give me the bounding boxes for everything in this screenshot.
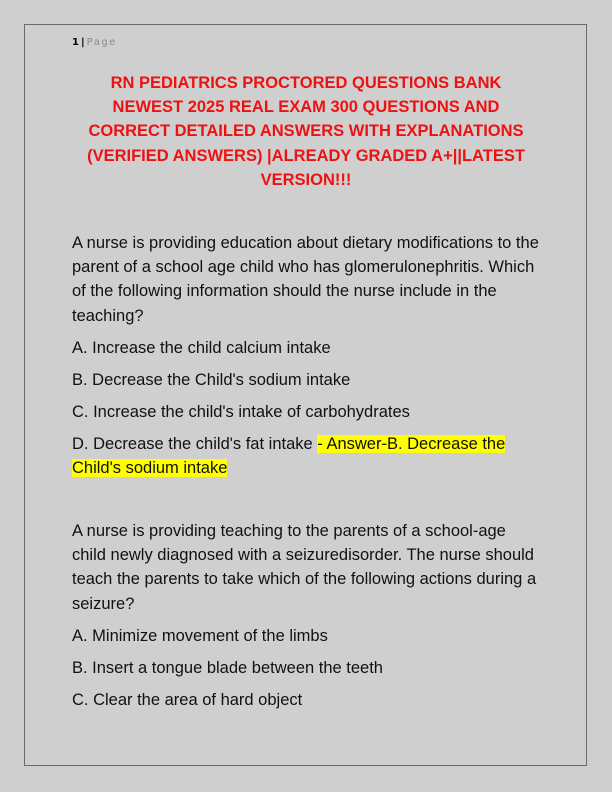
question-2 xyxy=(72,519,542,712)
question-1 xyxy=(72,231,542,480)
page-number-header xyxy=(72,37,117,48)
option-d: D. Decrease the child's fat intake xyxy=(72,434,313,453)
option-a: A. Increase the child calcium intake xyxy=(72,338,331,357)
option-d-with-answer xyxy=(72,432,542,480)
option-b: B. Decrease the Child's sodium intake xyxy=(72,370,351,389)
option-a: A. Minimize movement of the limbs xyxy=(72,626,328,645)
option-c: C. Increase the child's intake of carbohydrates xyxy=(72,402,410,421)
page-separator: | xyxy=(80,37,85,48)
page-label: Page xyxy=(86,37,117,48)
question-stem: A nurse is providing education about dietary modifications to the parent of a school age child who has glomerulonephritis. Which of the following information should the nurse include in the teaching? xyxy=(72,234,539,325)
highlighted-answer: - Answer-B. Decrease the Child's sodium intake xyxy=(72,434,506,477)
option-b: B. Insert a tongue blade between the teeth xyxy=(72,658,383,677)
option-c: C. Clear the area of hard object xyxy=(72,690,303,709)
page-number: 1 xyxy=(72,37,79,48)
document-title: RN PEDIATRICS PROCTORED QUESTIONS BANK NEWEST 2025 REAL EXAM 300 QUESTIONS AND CORRECT DETAILED ANSWERS WITH EXPLANATIONS (VERIFIED ANSWERS) |ALREADY GRADED A+||LATEST VERSION!!! xyxy=(87,74,525,189)
question-stem: A nurse is providing teaching to the parents of a school-age child newly diagnosed with a seizuredisorder. The nurse should teach the parents to take which of the following actions during a seizure? xyxy=(72,522,537,613)
